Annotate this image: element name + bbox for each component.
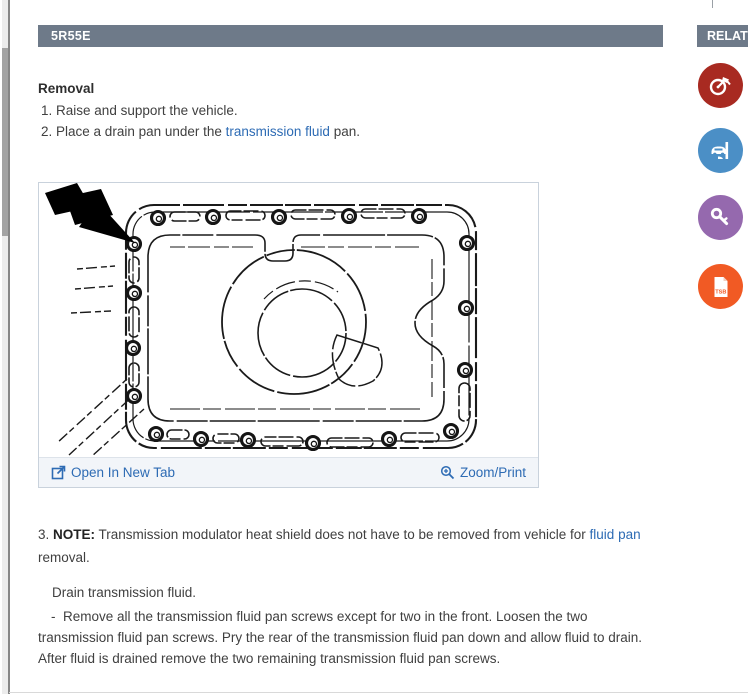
note-paragraph [38,523,654,569]
step-2-text-end: pan. [329,124,360,139]
transmission-pan-diagram [39,183,538,457]
transmission-fluid-link[interactable]: transmission fluid [225,124,330,139]
procedure-steps [41,100,360,142]
drain-heading: Drain transmission fluid. [52,585,197,600]
related-key-programming-button[interactable] [698,195,743,240]
section-title: 5R55E [51,29,91,43]
note-body: Transmission modulator heat shield does not have to be removed from vehicle for [95,527,590,542]
related-lift-service-button[interactable] [698,128,743,173]
step-1 [41,100,360,121]
step-2-text: Place a drain pan under the [56,124,226,139]
zoom-print-label: Zoom/Print [459,465,526,480]
procedure-heading: Removal [38,81,95,96]
related-panel-header [697,25,748,47]
tsb-label: TSB [714,289,726,295]
bullet-text: Remove all the transmission fluid pan screws except for two in the front. Loosen the two transmission fluid pan screws. Pry the rear of the transmission fluid pan down and allow fluid to drain. After fluid is drained remove the two remaining transmission fluid pan screws. [38,609,643,666]
figure-canvas[interactable] [39,183,538,457]
step-1-number: 1. [41,103,53,118]
zoom-print-icon [440,465,455,480]
section-header-bar [38,25,663,47]
content-left-border [8,0,10,694]
step-1-text: Raise and support the vehicle. [56,103,238,118]
bullet-marker: - [51,609,56,624]
bottom-divider [9,692,748,693]
note-number: 3. [38,527,50,542]
note-label: NOTE: [53,527,96,542]
fluid-pan-link[interactable]: fluid pan [589,527,641,542]
related-tsb-button[interactable] [698,264,743,309]
drain-bullet [38,606,652,669]
panel-separator-tick [712,0,713,8]
related-diagnostics-button[interactable] [698,63,743,108]
open-in-new-tab-label: Open In New Tab [71,465,176,480]
note-body-end: removal. [38,550,90,565]
figure-toolbar [39,457,538,487]
zoom-print-link[interactable] [440,465,526,480]
open-in-new-tab-link[interactable] [51,465,175,480]
pointer-arrow [45,183,135,243]
step-2 [41,121,360,142]
vehicle-lift-icon [708,138,733,163]
open-in-new-tab-icon [51,465,66,480]
key-icon [708,205,733,230]
related-panel-title: RELAT [707,29,748,43]
step-2-number: 2. [41,124,53,139]
diagnostic-gauge-icon [708,73,733,98]
figure-container [38,182,539,488]
tsb-document-icon [708,274,734,300]
